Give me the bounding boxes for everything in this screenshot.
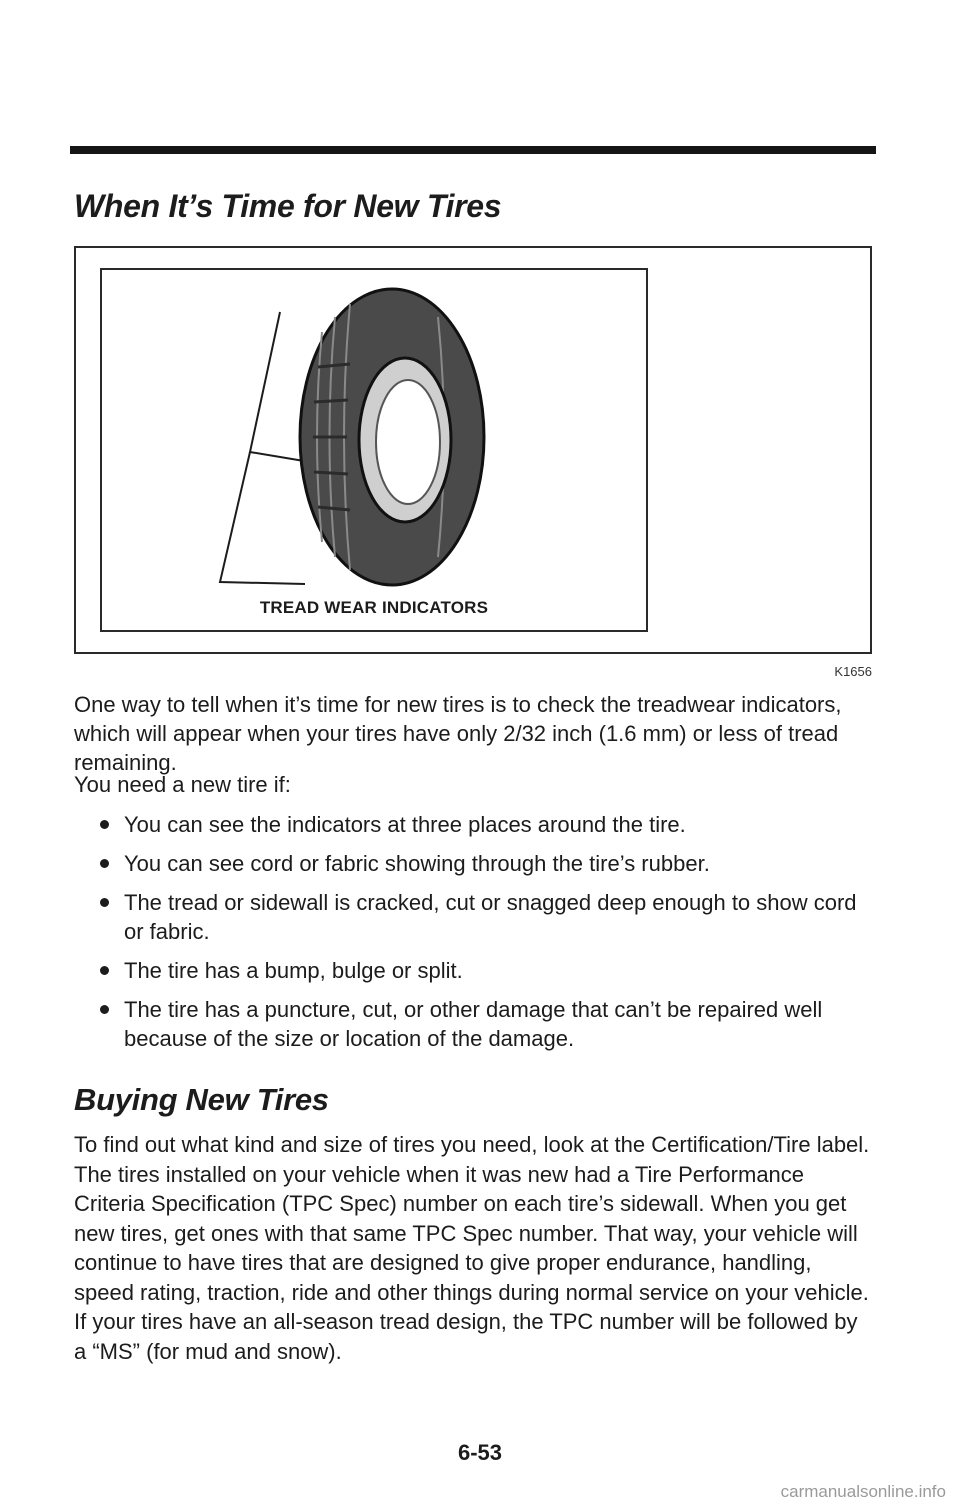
figure-caption: TREAD WEAR INDICATORS [259,598,489,617]
top-rule [70,146,876,154]
list-item: You can see the indicators at three places around the tire. [100,810,880,839]
bullet-list [100,810,880,1063]
tire-illustration-icon [200,272,500,602]
section-2-title: Buying New Tires [74,1082,329,1117]
watermark: carmanualsonline.info [780,1482,946,1501]
paragraph-treadwear: One way to tell when it’s time for new tires is to check the treadwear indicators, which will appear when your tires have only 2/32 inch (1.6 mm) or less of tread remaining. [74,692,842,775]
paragraph-need-new-tire: You need a new tire if: [74,772,291,797]
list-item: The tire has a bump, bulge or split. [100,956,880,985]
paragraph-buying: To find out what kind and size of tires you need, look at the Certification/Tire label. The tires installed on your vehicle when it was new had a Tire Performance Criteria Specification (TPC Spec) number on each tire’s sidewall. When you get new tires, get ones with that same TPC Spec number. That way, your vehicle will continue to have tires that are designed to give proper endurance, handling, speed rating, traction, ride and other things during normal service on your vehicle. If your tires have an all-season tread design, the TPC number will be followed by a “MS” (for mud and snow). [74,1132,870,1364]
section-title: When It’s Time for New Tires [74,188,502,224]
page-number: 6-53 [457,1440,503,1465]
list-item: The tire has a puncture, cut, or other damage that can’t be repaired well because of the size or location of the damage. [100,995,880,1053]
figure-code: K1656 [834,664,872,679]
list-item: You can see cord or fabric showing through the tire’s rubber. [100,849,880,878]
list-item: The tread or sidewall is cracked, cut or snagged deep enough to show cord or fabric. [100,888,880,946]
